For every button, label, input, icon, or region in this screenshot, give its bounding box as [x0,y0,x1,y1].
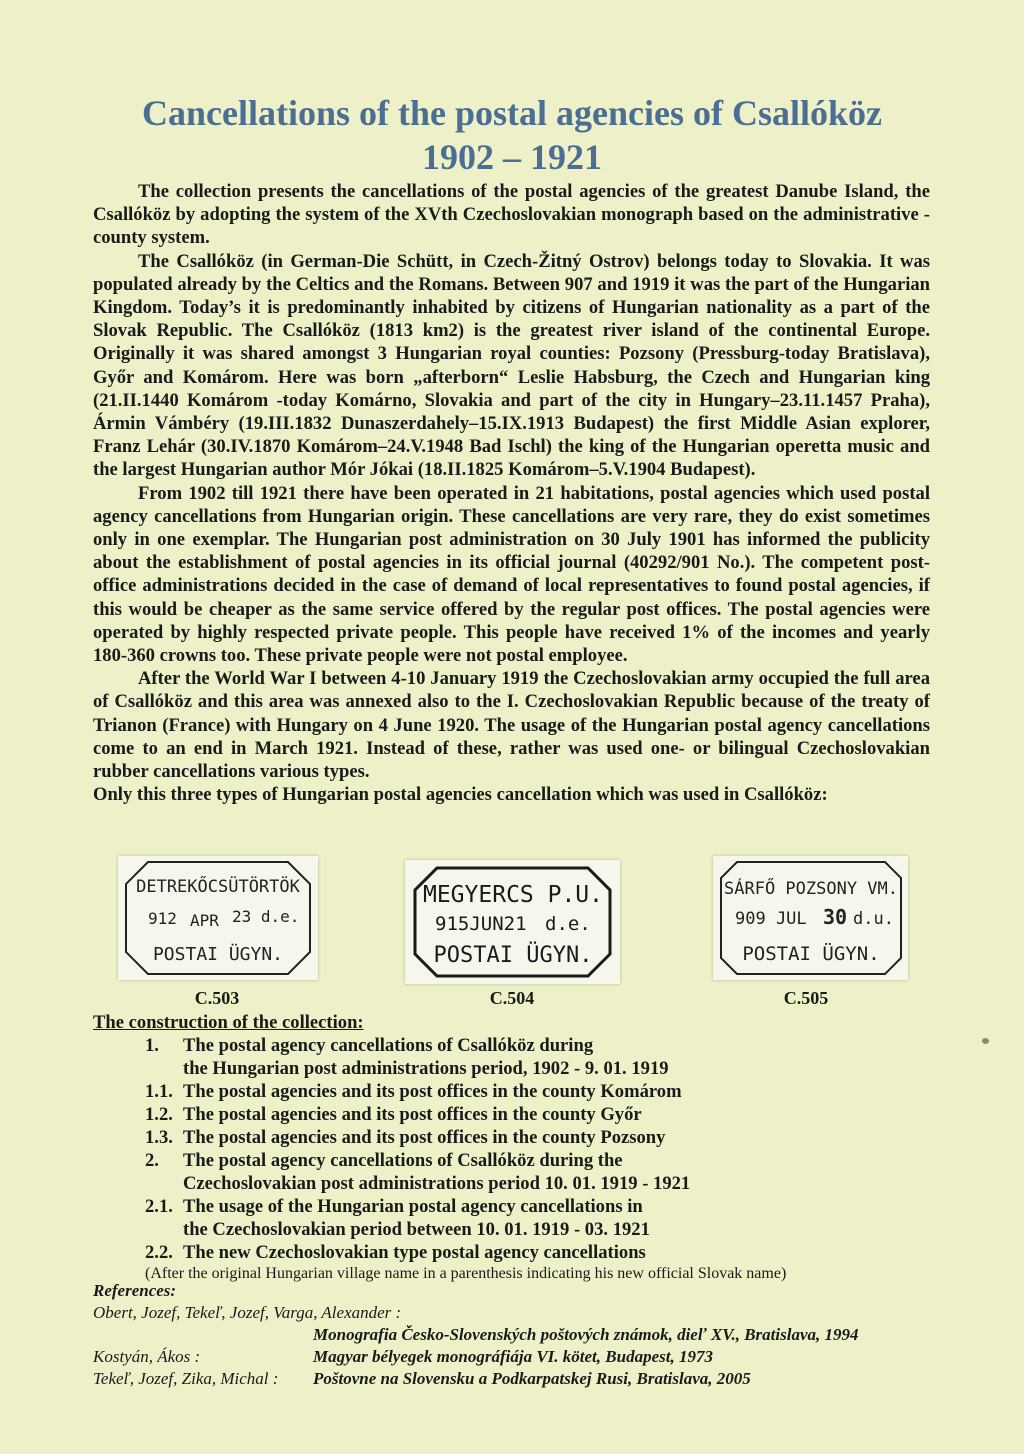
stamp-card-c503 [118,856,318,980]
construction-note: (After the original Hungarian village name in a parenthesis indicating his new official Slovak name) [145,1265,787,1282]
paragraph-agencies: From 1902 till 1921 there have been operated in 21 habitations, postal agencies which used postal agency cancellations from Hungarian origin. These cancellations are very rare, they do exist sometimes only in one exemplar. The Hungarian post administration on 30 July 1901 has informed the publicity about the establishment of postal agencies in its official journal (40292/901 No.). The competent post-office administrations decided in the case of demand of local representatives to found postal agencies, if this would be cheaper as the same service offered by the regular post offices. The postal agencies were operated by highly respected private people. This people have received 1% of the incomes and yearly 180-360 crowns too. These private people were not postal employee. [93,482,930,667]
stamp-c505-day: 30 [823,905,848,929]
stamp-card-c504 [405,860,620,984]
toc-text: The new Czechoslovakian type postal agency cancellations [183,1242,646,1263]
stamp-c505-date: 909 JUL [735,909,807,929]
toc-item-1 [93,1034,953,1057]
stamp-row [0,856,1024,986]
reference-work-2: Magyar bélyegek monográfiája VI. kötet, Budapest, 1973 [313,1347,713,1366]
stamp-c504-postai: POSTAI ÜGYN. [433,943,593,968]
stamp-c504-name: MEGYERCS P.U. [422,882,604,908]
cancellation-stamp-c505 [713,856,908,980]
stamp-caption-c504: C.504 [489,988,535,1008]
toc-item-1-continued: the Hungarian post administrations period, 1902 - 9. 01. 1919 [183,1058,669,1079]
toc-item-2 [93,1149,953,1172]
toc-item-2-1 [93,1195,953,1218]
stamp-c503-name: DETREKŐCSÜTÖRTÖK [136,877,300,897]
cancellation-stamp-c504 [405,860,620,984]
toc-item-1-2 [93,1103,953,1126]
reference-work-3: Poštovne na Slovensku a Podkarpatskej Rusi, Bratislava, 2005 [313,1369,751,1388]
references-heading: References: [93,1281,177,1300]
reference-author-1: Obert, Jozef, Tekeľ, Jozef, Varga, Alexander : [93,1303,402,1322]
construction-heading: The construction of the collection: [93,1012,364,1033]
paper-speck [982,1038,989,1044]
stamp-caption-c503: C.503 [194,988,240,1008]
stamp-card-c505 [713,856,908,980]
stamp-c503-year: 912 [148,909,177,928]
paragraph-collection: The collection presents the cancellations of the postal agencies of the greatest Danube Island, the Csallóköz by adopting the system of the XVth Czechoslovakian monograph based on the administrative - county system. [93,181,930,249]
toc-item-1-1 [93,1080,953,1103]
paragraph-history: The Csallóköz (in German-Die Schütt, in Czech-Žitný Ostrov) belongs today to Slovakia. It was populated already by the Celtics and the Romans. Between 907 and 1919 it was the part of the Hungarian Kingdom. Today’s it is predominantly inhabited by citizens of Hungarian nationality as a part of the Slovak Republic. The Csallóköz (1813 km2) is the greatest river island of the continental Europe. Originally it was shared amongst 3 Hungarian royal counties: Pozsony (Pressburg-today Bratislava), Győr and Komárom. Here was born „afterborn“ Leslie Habsburg, the Czech and Hungarian king (21.II.1440 Komárom -today Komárno, Slovakia and part of the city in Hungary–23.11.1457 Praha), Ármin Vámbéry (19.III.1832 Dunaszerdahely–15.IX.1913 Budapest) the first Middle Asian explorer, Franz Lehár (30.IV.1870 Komárom–24.V.1948 Bad Ischl) the king of the Hungarian operetta music and the largest Hungarian author Mór Jókai (18.II.1825 Komárom–5.V.1904 Budapest). [93,250,930,481]
toc-number: 1.2. [145,1104,173,1125]
reference-author-2: Kostyán, Ákos : [93,1347,201,1366]
toc-text: The postal agencies and its post offices in the county Pozsony [183,1127,666,1148]
toc-number: 1. [145,1035,159,1056]
paragraph-czechoslovakian: After the World War I between 4-10 January 1919 the Czechoslovakian army occupied the full area of Csallóköz and this area was annexed also to the I. Czechoslovakian Republic because of the treaty of Trianon (France) with Hungary on 4 June 1920. The usage of the Hungarian postal agency cancellations come to an end in March 1921. Instead of these, rather was used one- or bilingual Czechoslovakian rubber cancellations various types. [93,668,930,783]
reference-work-1: Monografia Česko-Slovenských poštových známok, dieľ XV., Bratislava, 1994 [313,1325,859,1344]
cancellation-stamp-c503 [118,856,318,980]
toc-number: 2. [145,1150,159,1171]
intro-text [93,180,930,806]
toc-item-2-2 [93,1241,953,1264]
toc-item-2-1-continued: the Czechoslovakian period between 10. 01. 1919 - 03. 1921 [183,1219,650,1240]
stamp-c503-postai: POSTAI ÜGYN. [152,944,284,965]
toc-text: The usage of the Hungarian postal agency cancellations in [183,1196,643,1217]
stamp-c505-time: d.u. [853,909,894,929]
page-title-years: 1902 – 1921 [422,137,602,177]
stamp-c505-postai: POSTAI ÜGYN. [742,943,880,965]
toc-number: 2.1. [145,1196,173,1217]
stamp-caption-c505: C.505 [783,988,829,1008]
stamp-c503-month: APR [190,911,219,930]
references [93,1280,933,1390]
reference-row-2 [93,1346,933,1368]
reference-row-3 [93,1368,933,1390]
toc-text: The postal agencies and its post offices in the county Győr [183,1104,642,1125]
toc-number: 2.2. [145,1242,173,1263]
stamp-c503-day: 23 d.e. [232,907,300,926]
reference-author-3: Tekeľ, Jozef, Zika, Michal : [93,1369,279,1388]
toc-item-1-3 [93,1126,953,1149]
stamp-c504-time: d.e. [545,913,591,935]
toc-text: The postal agencies and its post offices in the county Komárom [183,1081,682,1102]
stamp-c505-name: SÁRFŐ POZSONY VM. [724,879,898,899]
stamp-c504-date: 915JUN21 [435,913,527,935]
collection-construction [93,1011,953,1284]
toc-text: The postal agency cancellations of Csallóköz during the [183,1150,623,1171]
toc-number: 1.1. [145,1081,173,1102]
paragraph-three-types: Only this three types of Hungarian postal agencies cancellation which was used in Csallóköz: [93,784,828,806]
toc-item-2-continued: Czechoslovakian post administrations period 10. 01. 1919 - 1921 [183,1173,691,1194]
toc-number: 1.3. [145,1127,173,1148]
toc-text: The postal agency cancellations of Csallóköz during [183,1035,594,1056]
page-title: Cancellations of the postal agencies of Csallóköz [142,93,882,133]
